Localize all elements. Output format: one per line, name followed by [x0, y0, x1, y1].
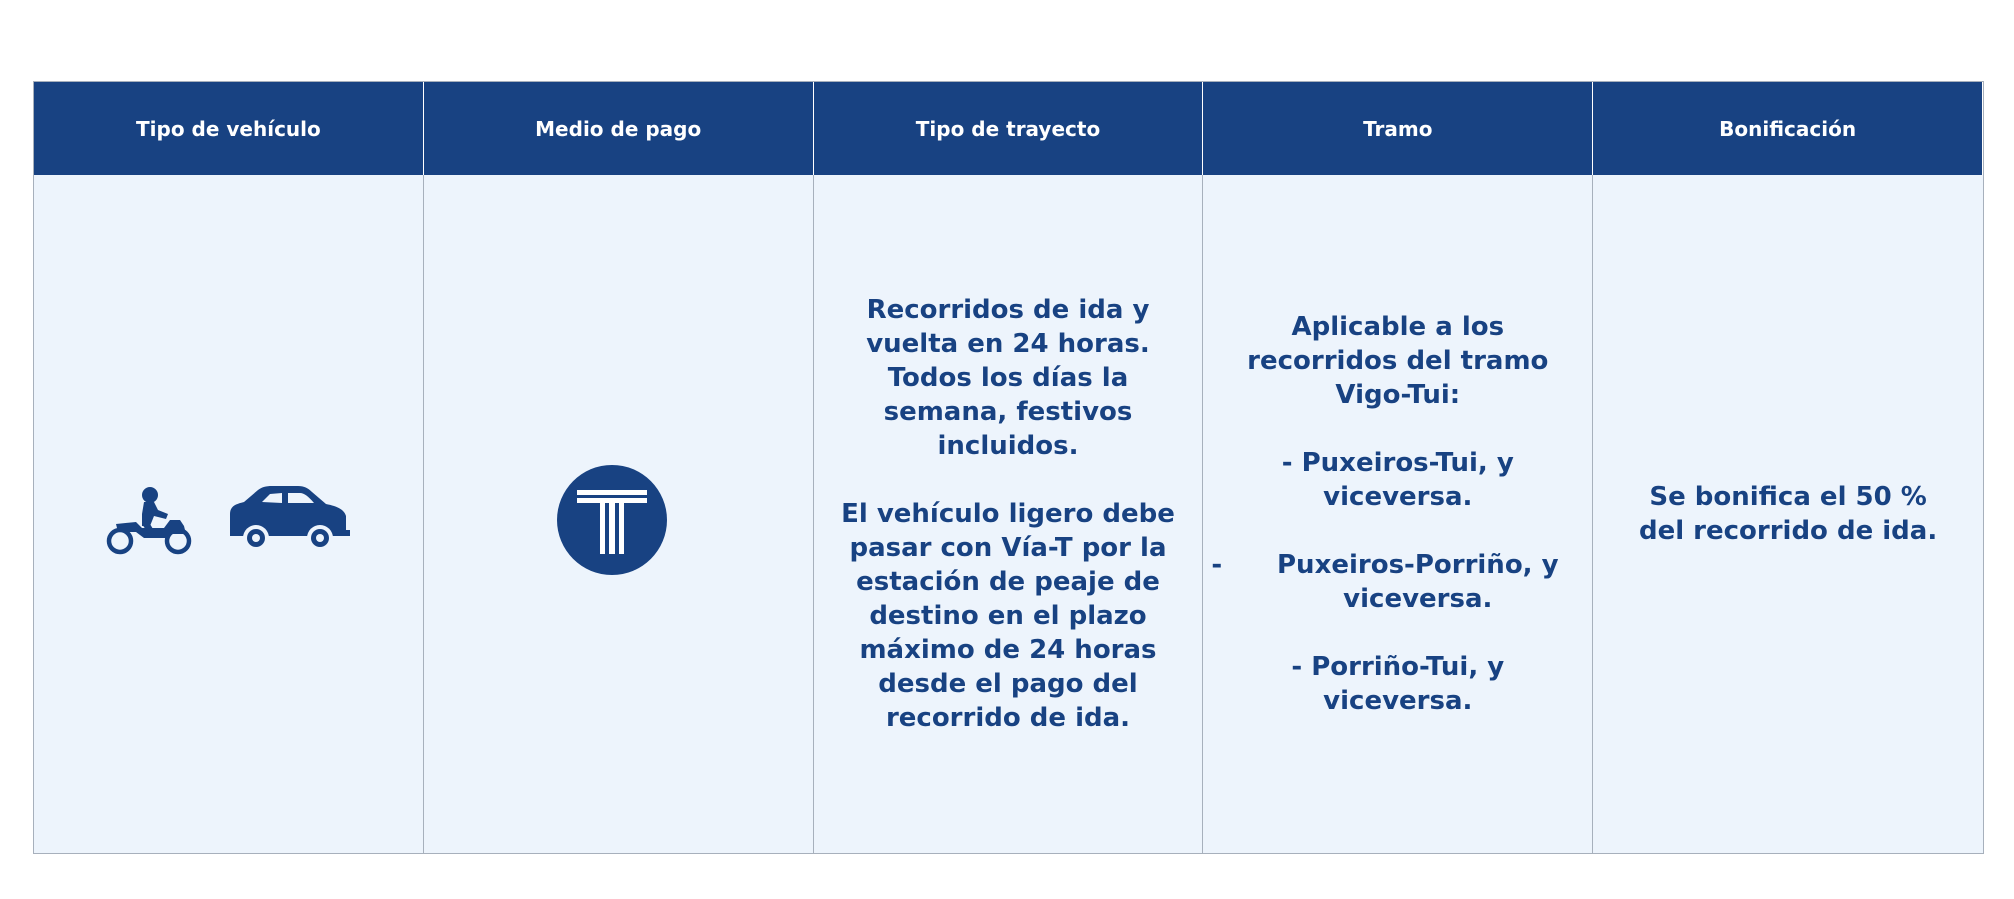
- tramo-item: - Porriño-Tui, y viceversa.: [1291, 652, 1505, 716]
- header-medio-pago: Medio de pago: [424, 82, 814, 175]
- header-tramo: Tramo: [1203, 82, 1593, 175]
- header-tipo-trayecto: Tipo de trayecto: [814, 82, 1204, 175]
- via-t-icon: [556, 464, 668, 576]
- tramo-dash: -: [1211, 550, 1223, 580]
- trayecto-paragraph-2: El vehículo ligero debe pasar con Vía-T por la estación de peaje de destino en el plazo máximo de 24 horas desde el pago del recorrido de ida.: [841, 499, 1175, 733]
- tramo-item: - Puxeiros-Tui, y viceversa.: [1281, 448, 1514, 512]
- tramo-intro: Aplicable a los recorridos del tramo Vigo-Tui:: [1247, 312, 1549, 410]
- header-tipo-vehiculo: Tipo de vehículo: [34, 82, 424, 175]
- tramo-item: Puxeiros-Porriño, y viceversa.: [1277, 550, 1559, 614]
- vehicle-icons: [106, 484, 350, 556]
- bonificacion-text: Se bonifica el 50 % del recorrido de ida.: [1638, 482, 1938, 546]
- trayecto-paragraph-1: Recorridos de ida y vuelta en 24 horas. Todos los días la semana, festivos incluidos.: [866, 295, 1150, 461]
- tramo-text: [1213, 310, 1582, 718]
- cell-tramo: [1203, 175, 1593, 853]
- cell-tipo-trayecto: [814, 175, 1204, 853]
- discount-table: [33, 81, 1984, 854]
- cell-medio-pago: [424, 175, 814, 853]
- tramo-item-row: [1213, 548, 1582, 616]
- car-icon: [226, 484, 350, 556]
- cell-tipo-vehiculo: [34, 175, 424, 853]
- header-bonificacion: Bonificación: [1593, 82, 1983, 175]
- cell-bonificacion: [1593, 175, 1983, 853]
- trayecto-text: [824, 293, 1193, 735]
- motorcycle-icon: [106, 484, 192, 556]
